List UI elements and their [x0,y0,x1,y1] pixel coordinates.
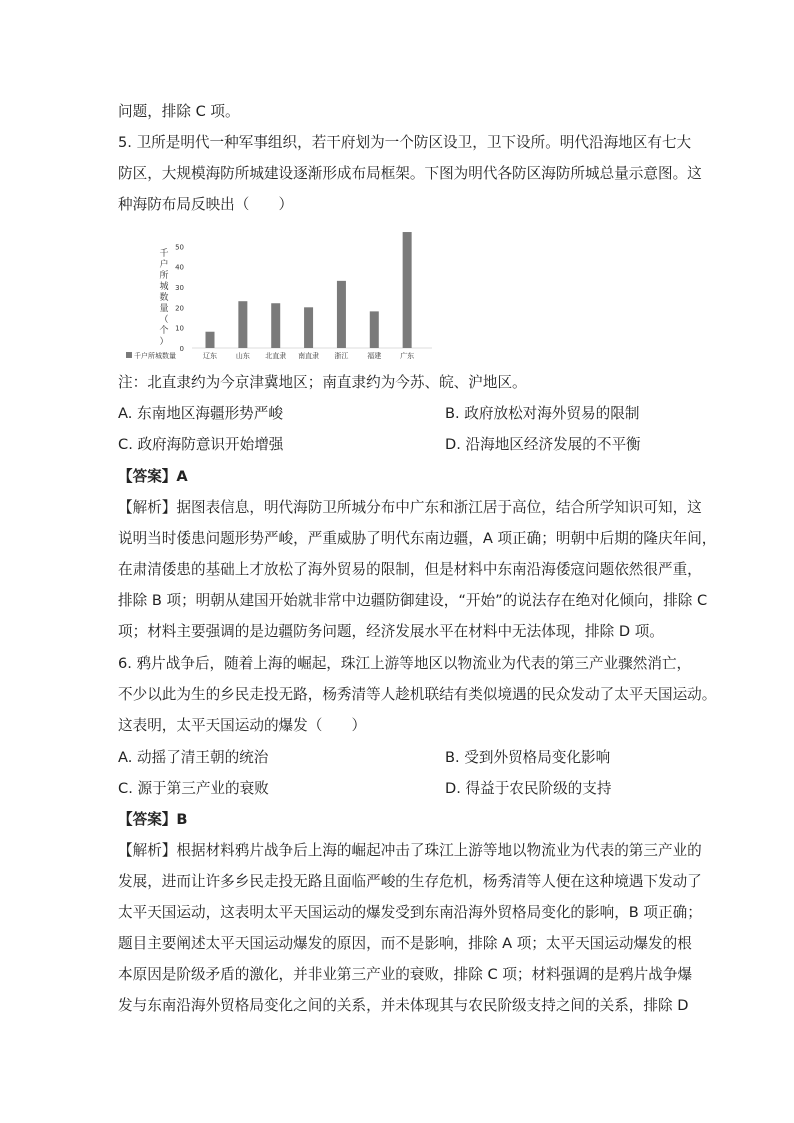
bar-广东 [403,232,412,348]
text-line: 太平天国运动，这表明太平天国运动的爆发受到东南沿海外贸格局变化的影响，B 项正确； [118,904,702,921]
bar-南直隶 [304,307,313,348]
x-tick-label: 北直隶 [265,352,287,360]
bar-chart [122,222,442,367]
x-tick-label: 南直隶 [298,352,320,360]
y-tick-label: 20 [175,304,184,313]
answer-option: B. 政府放松对海外贸易的限制 [445,405,640,422]
answer-option: C. 政府海防意识开始增强 [118,436,284,453]
answer-option: D. 沿海地区经济发展的不平衡 [445,436,641,453]
y-tick-label: 0 [179,345,184,353]
text-line: 防区，大规模海防所城建设逐渐形成布局框架。下图为明代各防区海防所城总量示意图。这 [118,165,702,182]
text-line: 发与东南沿海外贸格局变化之间的关系，并未体现其与农民阶级支持之间的关系，排除 D [118,997,689,1014]
bar-浙江 [337,281,346,348]
y-axis-label: 城 [159,282,169,292]
x-tick-label: 浙江 [334,352,349,360]
text-line: 【答案】B [118,811,188,828]
x-tick-label: 辽东 [203,352,217,360]
y-axis-label: 数 [159,293,169,303]
y-axis-label: 所 [159,271,169,281]
answer-option: C. 源于第三产业的衰败 [118,780,269,797]
legend-swatch [126,352,132,358]
text-line: 发展，进而让许多乡民走投无路且面临严峻的生存危机，杨秀清等人便在这种境遇下发动了 [118,873,702,890]
legend-label: 千户所城数量 [134,352,176,360]
bar-福建 [370,311,379,348]
text-line: 排除 B 项；明朝从建国开始就非常中边疆防御建设，“开始”的说法存在绝对化倾向，排除 C [118,592,708,609]
y-tick-label: 10 [175,324,184,333]
text-line: 注：北直隶约为今京津冀地区；南直隶约为今苏、皖、沪地区。 [118,374,527,391]
answer-option: A. 东南地区海疆形势严峻 [118,405,283,422]
text-line: 这表明，太平天国运动的爆发（ ） [118,717,367,734]
text-line: 项；材料主要强调的是边疆防务问题，经济发展水平在材料中无法体现，排除 D 项。 [118,623,664,640]
text-line: 在肃清倭患的基础上才放松了海外贸易的限制，但是材料中东南沿海倭寇问题依然很严重， [118,561,702,578]
y-axis-label: 个 [159,326,169,336]
y-axis-label: ） [159,337,169,347]
text-line: 【解析】据图表信息，明代海防卫所城分布中广东和浙江居于高位，结合所学知识可知，这 [118,499,702,516]
text-line: 本原因是阶级矛盾的激化，并非业第三产业的衰败，排除 C 项；材料强调的是鸦片战争爆 [118,966,693,983]
bar-山东 [238,301,247,348]
text-line: 【答案】A [118,468,188,485]
x-tick-label: 山东 [235,352,250,360]
text-line: 说明当时倭患问题形势严峻，严重威胁了明代东南边疆，A 项正确；明朝中后期的隆庆年间， [118,530,717,547]
bar-辽东 [206,332,215,348]
y-axis-label: 户 [159,260,169,270]
answer-option: D. 得益于农民阶级的支持 [445,780,612,797]
text-line: 5. 卫所是明代一种军事组织，若干府划为一个防区设卫，卫下设所。明代沿海地区有七大 [118,134,692,151]
y-axis-label: 量 [159,304,169,314]
y-tick-label: 40 [175,263,184,272]
text-line: 题目主要阐述太平天国运动爆发的原因，而不是影响，排除 A 项；太平天国运动爆发的根 [118,935,692,952]
answer-option: B. 受到外贸格局变化影响 [445,749,611,766]
y-tick-label: 30 [175,283,184,292]
y-axis-label: （ [159,315,169,325]
bar-北直隶 [271,303,280,348]
text-line: 问题，排除 C 项。 [118,103,240,120]
text-line: 种海防布局反映出（ ） [118,196,294,213]
text-line: 【解析】根据材料鸦片战争后上海的崛起冲击了珠江上游等地以物流业为代表的第三产业的 [118,842,702,859]
x-tick-label: 广东 [400,352,415,360]
y-axis-label: 千 [159,249,169,259]
answer-option: A. 动摇了清王朝的统治 [118,749,269,766]
text-line: 不少以此为生的乡民走投无路，杨秀清等人趁机联结有类似境遇的民众发动了太平天国运动。 [118,686,717,703]
x-tick-label: 福建 [367,352,382,360]
text-line: 6. 鸦片战争后，随着上海的崛起，珠江上游等地区以物流业为代表的第三产业骤然消亡， [118,655,692,672]
y-tick-label: 50 [175,243,184,252]
